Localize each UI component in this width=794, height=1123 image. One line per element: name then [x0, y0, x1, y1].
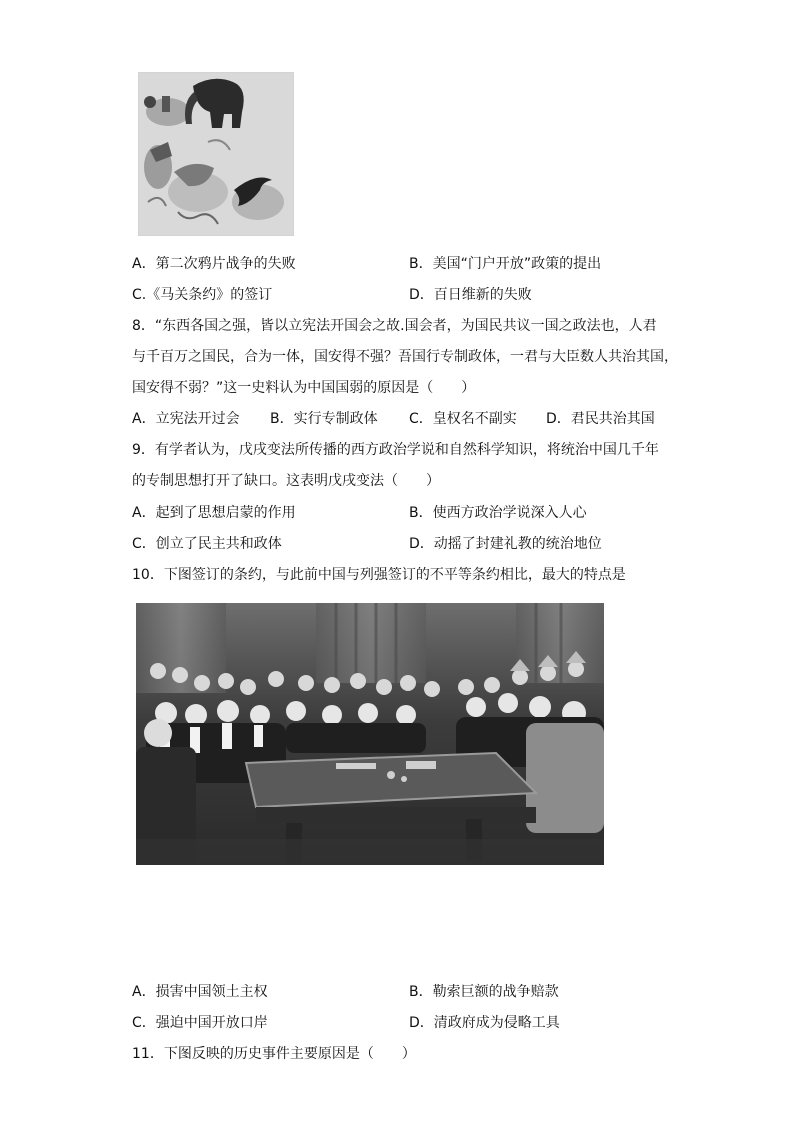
q7-option-a: A．第二次鸦片战争的失败 — [132, 256, 296, 272]
q10-option-c: C．强迫中国开放口岸 — [132, 1015, 268, 1031]
q9-option-d: D．动摇了封建礼教的统治地位 — [409, 536, 602, 552]
q8-stem-line2: 与千百万之国民，合为一体，国安得不强？吾国行专制政体，一君与大臣数人共治其国， — [132, 349, 678, 365]
q9-option-b: B．使西方政治学说深入人心 — [409, 505, 587, 521]
q9-stem-line2: 的专制思想打开了缺口。这表明戊戌变法（ ） — [132, 473, 440, 489]
q11-stem: 11．下图反映的历史事件主要原因是（ ） — [132, 1046, 416, 1062]
q10-option-d: D．清政府成为侵略工具 — [409, 1015, 560, 1031]
treaty-signing-photo — [136, 603, 604, 865]
q7-option-b: B．美国“门户开放”政策的提出 — [409, 256, 602, 272]
q8-option-a: A．立宪法开过会 — [132, 411, 240, 427]
q8-option-c: C．皇权名不副实 — [409, 411, 517, 427]
q7-option-d: D．百日维新的失败 — [409, 287, 532, 303]
q8-option-d: D．君民共治其国 — [546, 411, 655, 427]
q9-option-c: C．创立了民主共和政体 — [132, 536, 282, 552]
q9-stem-line1: 9．有学者认为，戊戌变法所传播的西方政治学说和自然科学知识，将统治中国几千年 — [132, 442, 659, 458]
cartoon-image — [138, 72, 294, 236]
q10-stem: 10．下图签订的条约，与此前中国与列强签订的不平等条约相比，最大的特点是 — [132, 567, 626, 583]
q9-option-a: A．起到了思想启蒙的作用 — [132, 505, 296, 521]
q8-option-b: B．实行专制政体 — [270, 411, 378, 427]
q10-option-a: A．损害中国领土主权 — [132, 984, 268, 1000]
q7-option-c: C.《马关条约》的签订 — [132, 287, 273, 303]
q10-option-b: B．勒索巨额的战争赔款 — [409, 984, 559, 1000]
q8-stem-line3: 国安得不弱？”这一史料认为中国国弱的原因是（ ） — [132, 380, 476, 396]
q8-stem-line1: 8．“东西各国之强，皆以立宪法开国会之故.国会者，为国民共议一国之政法也，人君 — [132, 318, 657, 334]
